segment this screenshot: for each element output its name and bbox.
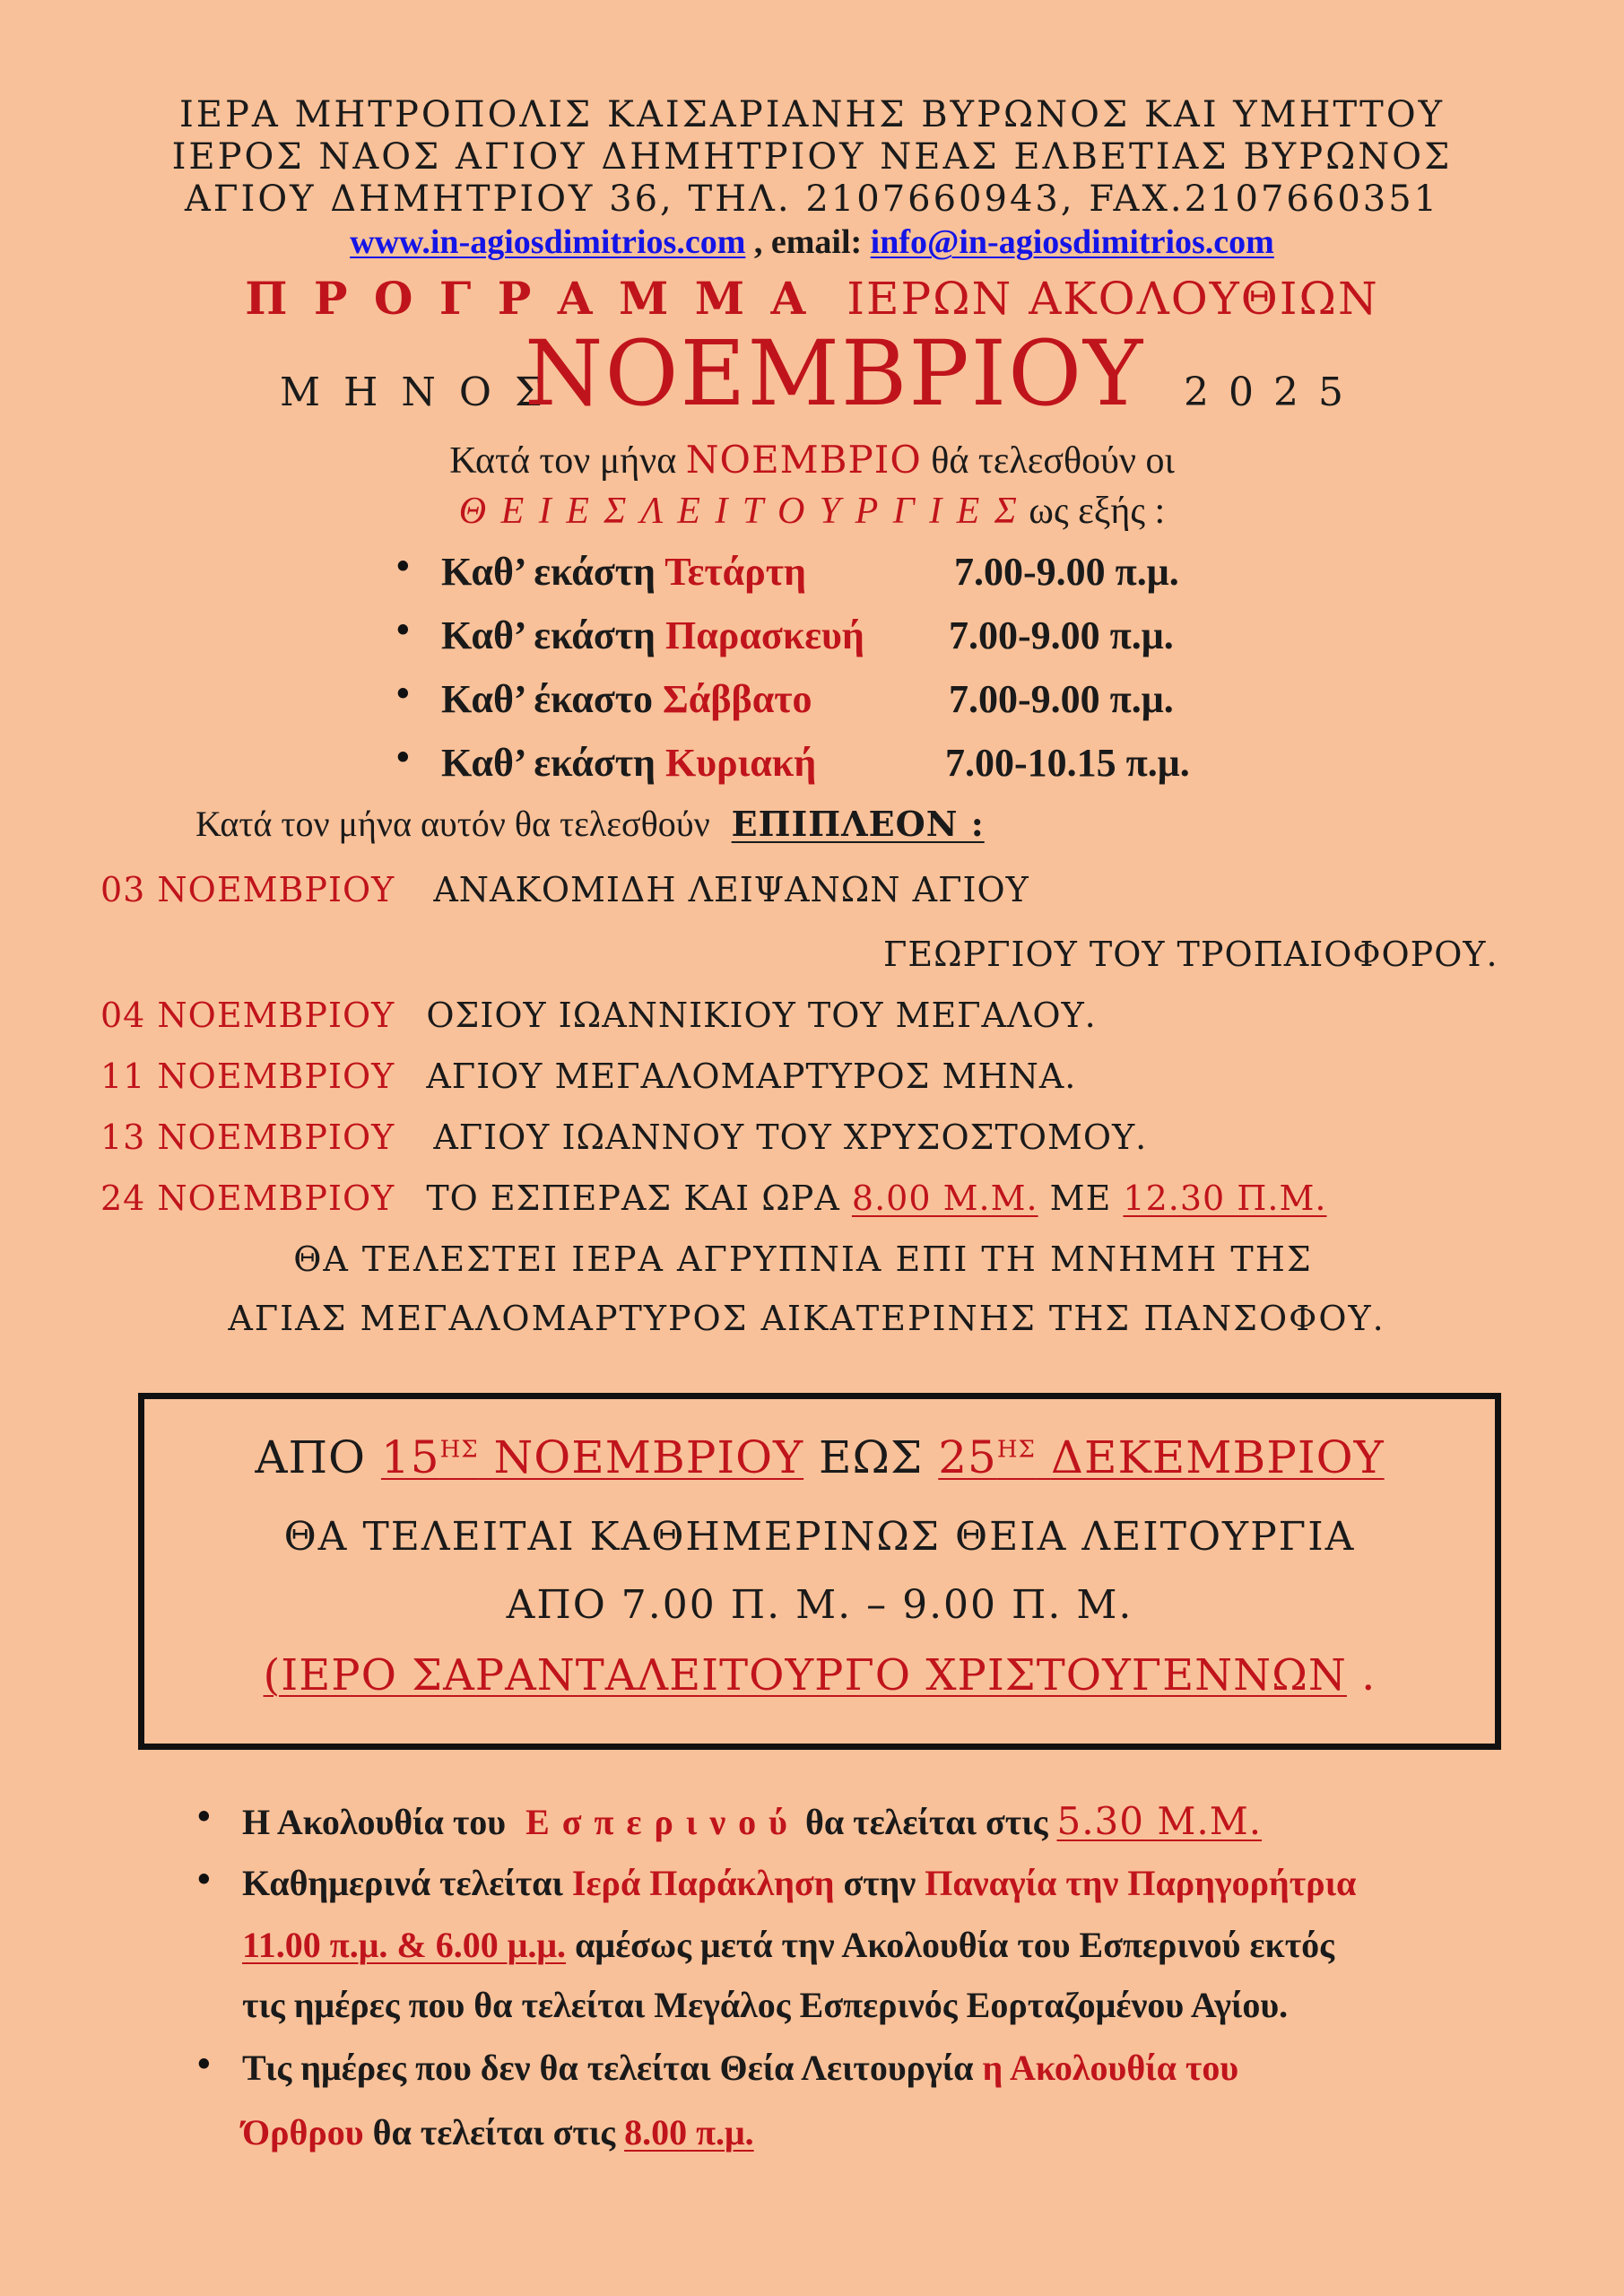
feast-text: ΑΓΙΟΥ ΜΕΓΑΛΟΜΑΡΤΥΡΟΣ ΜΗΝΑ. (426, 1057, 1077, 1096)
box-line-2: ΘΑ ΤΕΛΕΙΤΑΙ ΚΑΘΗΜΕΡΙΝΩΣ ΘΕΙΑ ΛΕΙΤΟΥΡΓΙΑ (283, 1514, 1356, 1560)
note-orthros-word: Όρθρου (242, 2112, 364, 2152)
schedule-time: 7.00-10.15 π.μ. (945, 741, 1190, 785)
note-paraklisis (242, 1862, 1356, 1904)
advent-liturgy-box (138, 1393, 1501, 1750)
month-name: ΝΟΕΜΒΡΙΟΥ (525, 321, 1145, 426)
extra-label: ΕΠΙΠΛΕΟΝ : (731, 804, 985, 844)
note-orthros-label: η Ακολουθία του (982, 2048, 1239, 2088)
feast-item (100, 996, 1097, 1035)
box-line-4-text: (ΙΕΡΟ ΣΑΡΑΝΤΑΛΕΙΤΟΥΡΓΟ ΧΡΙΣΤΟΥΓΕΝΝΩΝ (263, 1650, 1347, 1700)
box-line-3: ΑΠΟ 7.00 Π. Μ. – 9.00 Π. Μ. (506, 1582, 1133, 1628)
feast-text: ΟΣΙΟΥ ΙΩΑΝΝΙΚΙΟΥ ΤΟΥ ΜΕΓΑΛΟΥ. (426, 996, 1097, 1035)
month-label: Μ Η Ν Ο Σ (280, 370, 549, 415)
note-text: θα τελείται στις (372, 2112, 616, 2152)
contact-line (0, 222, 1624, 262)
feast-text: ΤΟ ΕΣΠΕΡΑΣ ΚΑΙ ΩΡΑ (426, 1178, 840, 1218)
box-start-date (381, 1431, 803, 1483)
schedule-day: Τετάρτη (664, 550, 807, 594)
box-start-day: 15 (380, 1431, 440, 1483)
feast-date: 11 ΝΟΕΜΒΡΙΟΥ (100, 1057, 395, 1096)
schedule-item (441, 740, 816, 786)
vigil-line-1: ΘΑ ΤΕΛΕΣΤΕΙ ΙΕΡΑ ΑΓΡΥΠΝΙΑ ΕΠΙ ΤΗ ΜΝΗΜΗ ΤΗΣ (293, 1239, 1313, 1279)
note-orthros-cont (242, 2111, 754, 2153)
schedule-item (441, 549, 806, 595)
feast-date: 24 ΝΟΕΜΒΡΙΟΥ (100, 1178, 395, 1218)
schedule-prefix: Καθ’ έκαστο (441, 677, 654, 721)
extra-line (195, 803, 985, 845)
box-line-4 (144, 1650, 1495, 1700)
feast-item (100, 870, 1029, 909)
feast-date: 03 ΝΟΕΜΒΡΙΟΥ (100, 870, 395, 909)
schedule-day: Σάββατο (663, 677, 812, 721)
box-end-month: ΔΕΚΕΜΒΡΙΟΥ (1050, 1431, 1385, 1483)
feast-text-continued: ΓΕΩΡΓΙΟΥ ΤΟΥ ΤΡΟΠΑΙΟΦΟΡΟΥ. (883, 935, 1498, 974)
note-vespers-time: 5.30 Μ.Μ. (1056, 1799, 1263, 1843)
liturgies-line (0, 490, 1624, 533)
box-start-month: ΝΟΕΜΒΡΙΟΥ (493, 1431, 804, 1483)
box-to: ΕΩΣ (819, 1431, 924, 1483)
program-title-rest: ΙΕΡΩΝ ΑΚΟΛΟΥΘΙΩΝ (847, 273, 1379, 325)
feast-item (100, 1057, 1076, 1096)
schedule-prefix: Καθ’ εκάστη (441, 613, 656, 657)
program-title (0, 272, 1624, 325)
website-link[interactable]: www.in-agiosdimitrios.com (350, 223, 746, 261)
box-dates (144, 1431, 1495, 1483)
schedule-prefix: Καθ’ εκάστη (441, 741, 656, 785)
extra-intro: Κατά τον μήνα αυτόν θα τελεσθούν (195, 804, 710, 844)
schedule-day: Παρασκευή (665, 613, 864, 657)
feast-date: 04 ΝΟΕΜΒΡΙΟΥ (100, 996, 395, 1035)
box-from: ΑΠΟ (255, 1431, 367, 1483)
year: 2 0 2 5 (1184, 370, 1347, 415)
schedule-time: 7.00-9.00 π.μ. (954, 550, 1179, 594)
feast-item (100, 1118, 1147, 1157)
feast-item (100, 1178, 1326, 1218)
vigil-line-2: ΑΓΙΑΣ ΜΕΓΑΛΟΜΑΡΤΥΡΟΣ ΑΙΚΑΤΕΡΙΝΗΣ ΤΗΣ ΠΑΝΣΟΦΟΥ. (228, 1299, 1385, 1338)
schedule-day: Κυριακή (665, 741, 817, 785)
intro-a: Κατά τον μήνα (449, 440, 677, 482)
metropolis-line: ΙΕΡΑ ΜΗΤΡΟΠΟΛΙΣ ΚΑΙΣΑΡΙΑΝΗΣ ΒΥΡΩΝΟΣ ΚΑΙ ΥΜΗΤΤΟΥ (178, 94, 1446, 135)
note-paraklisis-cont (242, 1924, 1334, 1966)
feast-mid: ΜΕ (1049, 1178, 1112, 1218)
schedule-prefix: Καθ’ εκάστη (441, 550, 656, 594)
note-vespers (242, 1799, 1262, 1843)
program-title-spaced: Π Ρ Ο Γ Ρ Α Μ Μ Α (245, 272, 812, 325)
box-start-suffix: ΗΣ (439, 1436, 479, 1464)
intro-month: ΝΟΕΜΒΡΙΟ (685, 438, 922, 482)
schedule-time: 7.00-9.00 π.μ. (949, 677, 1174, 721)
note-text: στην (843, 1863, 916, 1903)
note-text: Τις ημέρες που δεν θα τελείται Θεία Λειτουργία (242, 2048, 974, 2088)
note-orthros-time: 8.00 π.μ. (624, 2112, 754, 2152)
feast-time-start: 8.00 Μ.Μ. (851, 1178, 1038, 1218)
note-text: θα τελείται στις (804, 1802, 1048, 1842)
schedule-time: 7.00-9.00 π.μ. (949, 613, 1174, 657)
note-text: Η Ακολουθία του (242, 1802, 507, 1842)
box-line-4-end: . (1346, 1650, 1376, 1700)
schedule-item (441, 676, 812, 722)
box-end-date (938, 1431, 1384, 1483)
box-end-day: 25 (938, 1431, 997, 1483)
note-icon-name: Παναγία την Παρηγορήτρια (925, 1863, 1357, 1903)
box-end-suffix: ΗΣ (996, 1436, 1036, 1464)
intro-line (0, 438, 1624, 483)
note-text: Καθημερινά τελείται (242, 1863, 563, 1903)
intro-b: θά τελεσθούν οι (931, 440, 1175, 482)
email-link[interactable]: info@in-agiosdimitrios.com (870, 223, 1274, 261)
note-vespers-word: Ε σ π ε ρ ι ν ο ύ (525, 1802, 789, 1842)
schedule-item (441, 613, 864, 658)
note-paraklisis-word: Ιερά Παράκληση (571, 1863, 835, 1903)
note-paraklisis-cont-2: τις ημέρες που θα τελείται Μεγάλος Εσπερινός Εορταζομένου Αγίου. (242, 1985, 1289, 2025)
church-line: ΙΕΡΟΣ ΝΑΟΣ ΑΓΙΟΥ ΔΗΜΗΤΡΙΟΥ ΝΕΑΣ ΕΛΒΕΤΙΑΣ ΒΥΡΩΝΟΣ (171, 136, 1453, 178)
liturgies-label: Θ Ε Ι Ε Σ Λ Ε Ι Τ Ο Υ Ρ Γ Ι Ε Σ (458, 491, 1020, 532)
feast-text: ΑΝΑΚΟΜΙΔΗ ΛΕΙΨΑΝΩΝ ΑΓΙΟΥ (433, 870, 1029, 909)
feast-time-end: 12.30 Π.Μ. (1123, 1178, 1327, 1218)
note-paraklisis-times: 11.00 π.μ. & 6.00 μ.μ. (242, 1925, 567, 1965)
intro-c: ως εξής : (1029, 491, 1166, 532)
address-line: ΑΓΙΟΥ ΔΗΜΗΤΡΙΟΥ 36, ΤΗΛ. 2107660943, FAX.2107660351 (184, 178, 1440, 220)
note-orthros (242, 2047, 1238, 2089)
feast-date: 13 ΝΟΕΜΒΡΙΟΥ (100, 1118, 395, 1157)
email-label: , email: (745, 223, 871, 261)
feast-text: ΑΓΙΟΥ ΙΩΑΝΝΟΥ ΤΟΥ ΧΡΥΣΟΣΤΟΜΟΥ. (433, 1118, 1148, 1157)
note-text: αμέσως μετά την Ακολουθία του Εσπερινού εκτός (575, 1925, 1335, 1965)
